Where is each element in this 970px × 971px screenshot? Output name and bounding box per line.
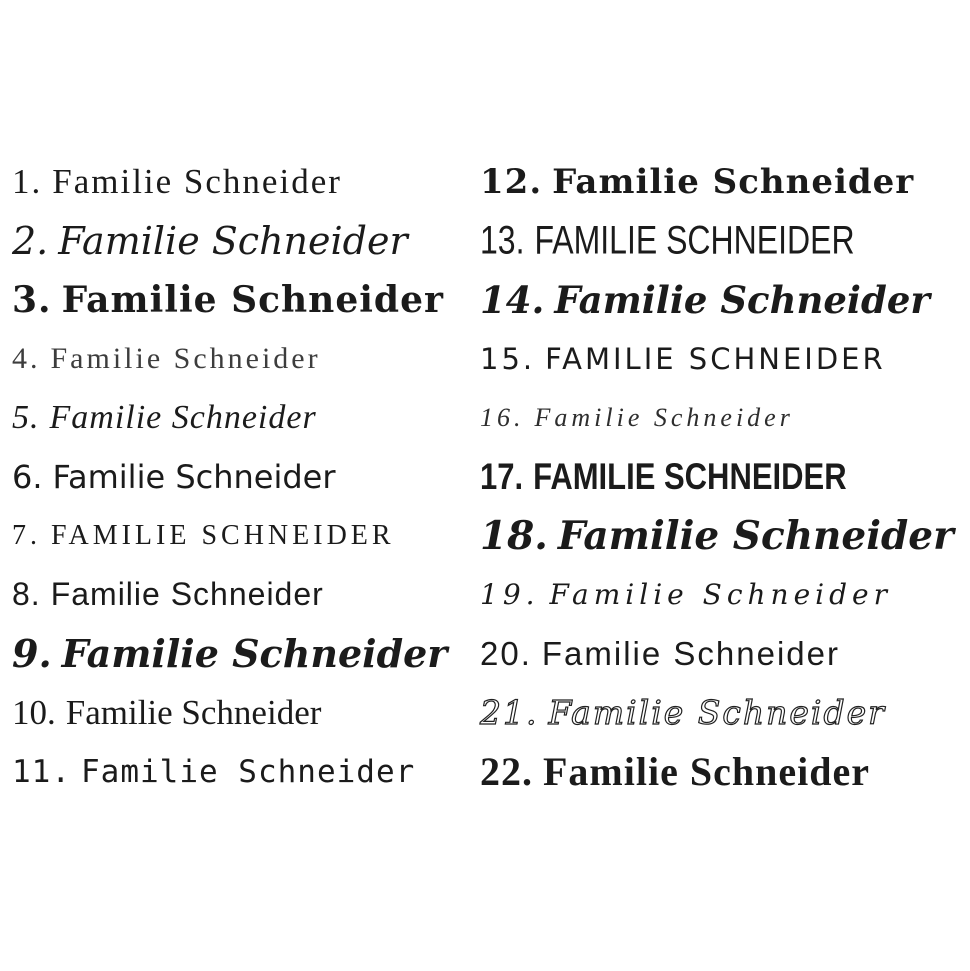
- font-sample-text: Familie Schneider: [65, 692, 322, 732]
- font-sample-number: 1.: [12, 161, 43, 201]
- font-sample-text: Familie Schneider: [50, 576, 324, 612]
- font-sample-number: 19.: [480, 578, 540, 611]
- font-sample-number: 2.: [12, 218, 49, 263]
- font-sample-row: [480, 565, 966, 624]
- font-sample-number: 15.: [480, 341, 536, 376]
- font-sample-text: Familie Schneider: [552, 161, 915, 202]
- font-sample-number: 11.: [12, 753, 71, 790]
- font-sample-number: 7.: [12, 519, 41, 551]
- font-sample-row: [12, 211, 472, 270]
- font-sample-text: Familie Schneider: [557, 512, 954, 559]
- font-sample-row: [480, 204, 966, 278]
- font-sample-text: Familie Schneider: [49, 398, 317, 436]
- font-sample-row: [480, 506, 966, 565]
- font-sample-number: 14.: [480, 277, 545, 322]
- font-sample-number: 22.: [480, 749, 533, 794]
- font-sample-text: Familie Schneider: [52, 457, 336, 496]
- font-sample-row: [12, 270, 472, 329]
- font-list-column-right: [480, 152, 966, 801]
- font-sample-number: 10.: [12, 692, 56, 732]
- font-sample-number: 20.: [480, 634, 532, 672]
- font-sample-text: Familie Schneider: [50, 341, 321, 375]
- font-sample-row: [12, 329, 472, 388]
- font-sample-number: 5.: [12, 398, 40, 436]
- font-sample-number: 16.: [480, 402, 525, 432]
- font-sample-number: 6.: [12, 457, 43, 496]
- font-sample-text: Familie Schneider: [81, 753, 416, 790]
- font-sample-row: [12, 683, 472, 742]
- font-sample-row: [12, 742, 472, 801]
- font-sample-text: Familie Schneider: [52, 161, 342, 201]
- font-sample-row: [480, 152, 966, 211]
- font-sample-row: [12, 447, 472, 506]
- font-sample-number: 3.: [12, 278, 52, 321]
- font-sample-row: [480, 624, 966, 683]
- font-sample-row: [480, 388, 966, 447]
- font-sample-row: [480, 441, 966, 512]
- font-sample-row: [480, 742, 966, 801]
- font-sample-row: [12, 388, 472, 447]
- font-sample-text: Familie Schneider: [61, 631, 448, 676]
- font-sample-row: [480, 329, 966, 388]
- font-sample-row: [12, 565, 472, 624]
- font-sample-number: 4.: [12, 341, 41, 375]
- font-sample-text: Familie Schneider: [548, 693, 886, 732]
- font-sample-text: Familie Schneider: [58, 218, 408, 263]
- font-sample-number: 18.: [480, 512, 548, 559]
- font-sample-number: 12.: [480, 161, 543, 202]
- font-sample-text: FAMILIE SCHNEIDER: [533, 454, 847, 497]
- font-sample-number: 17.: [480, 454, 524, 497]
- font-sample-number: 8.: [12, 576, 41, 612]
- font-sample-row: [12, 152, 472, 211]
- font-sample-text: Familie Schneider: [541, 634, 840, 672]
- font-sample-text: Familie Schneider: [534, 402, 794, 432]
- font-sample-row: [480, 683, 966, 742]
- font-sample-text: Familie Schneider: [61, 278, 444, 321]
- font-sample-text: FAMILIE SCHNEIDER: [545, 341, 886, 376]
- font-sample-text: Familie Schneider: [549, 578, 892, 611]
- font-list-column-left: [12, 152, 472, 801]
- font-sample-row: [12, 506, 472, 565]
- font-sample-number: 9.: [12, 631, 52, 676]
- font-sample-text: FAMILIE SCHNEIDER: [51, 519, 395, 551]
- font-sample-text: Familie Schneider: [543, 749, 870, 794]
- font-sample-number: 21.: [480, 693, 539, 732]
- font-sample-row: [480, 270, 966, 329]
- font-sample-text: FAMILIE SCHNEIDER: [534, 217, 855, 263]
- font-sample-text: Familie Schneider: [554, 277, 930, 322]
- font-sample-number: 13.: [480, 217, 525, 263]
- font-sample-row: [12, 624, 472, 683]
